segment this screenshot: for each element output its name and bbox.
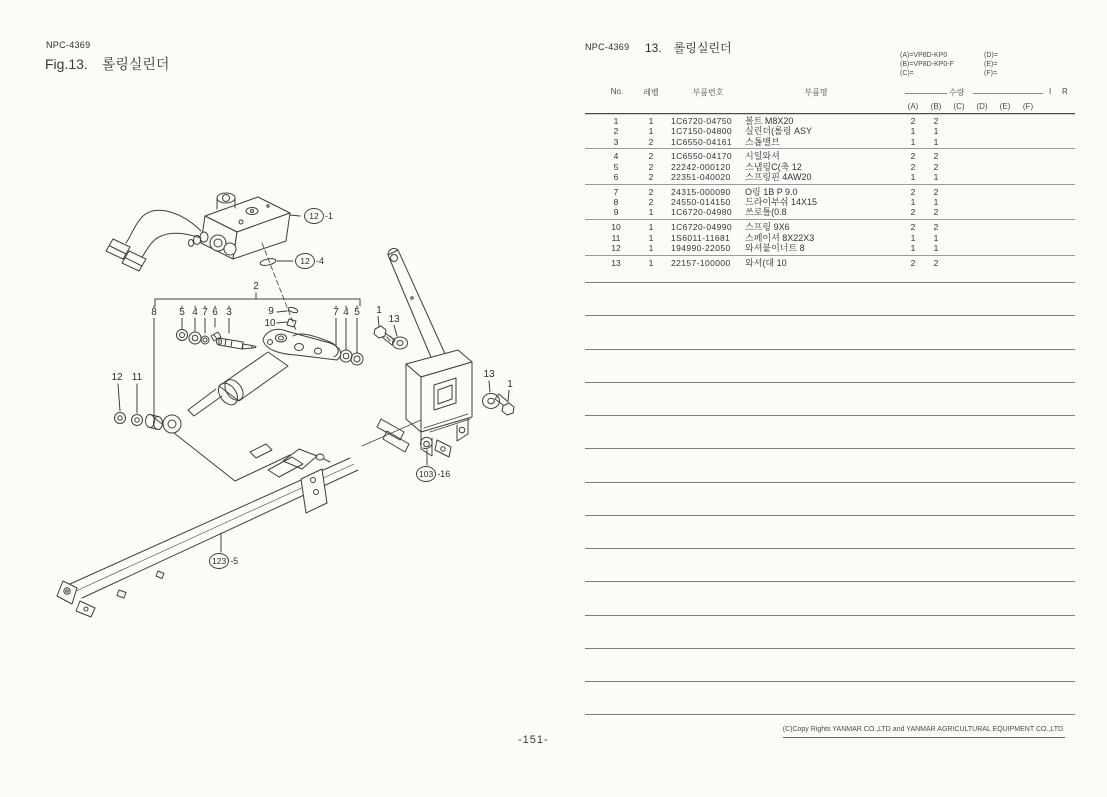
callout-suffix: -5 [230, 556, 239, 566]
cell-qb: 2 [933, 116, 939, 126]
cell-qa: 2 [910, 257, 916, 268]
callout-3: 3 [226, 307, 232, 318]
qty-col-d: (D) [976, 102, 988, 111]
cell-qa: 1 [910, 172, 916, 182]
callout-2: 2 [253, 281, 259, 292]
cell-no: 2 [613, 126, 619, 137]
cell-qb: 1 [933, 242, 939, 253]
callout-9: 9 [268, 306, 274, 317]
page-number: -151- [518, 734, 549, 746]
cell-pn: 194990-22050 [671, 242, 731, 253]
section-title: 롤링실린더 [673, 41, 732, 55]
cell-pn: 24315-000090 [671, 186, 731, 197]
cell-no: 13 [611, 257, 621, 268]
cell-lv: 1 [648, 222, 654, 233]
cell-lv: 1 [648, 257, 654, 268]
cell-nm: 실린더(롤링 ASY [745, 126, 812, 137]
cell-qa: 1 [910, 242, 916, 253]
cell-qb: 2 [933, 207, 939, 218]
col-header-r: R [1062, 87, 1068, 96]
cell-qb: 1 [933, 232, 939, 243]
model-entry-a: (A)=VP8D-KP0 [900, 52, 948, 59]
qty-col-f: (F) [1022, 102, 1034, 111]
callout-7: 7 [333, 307, 339, 318]
cell-nm: 스프링 9X6 [745, 222, 790, 233]
cell-pn: 22157-100000 [671, 257, 731, 268]
callout-6: 6 [212, 307, 218, 318]
cell-qa: 1 [910, 126, 916, 137]
cell-pn: 24550-014150 [671, 197, 731, 208]
cell-no: 10 [611, 222, 621, 233]
cell-nm: 와셔붙이너트 8 [745, 242, 805, 253]
col-header-i: I [1049, 87, 1052, 96]
model-entry-d: (D)= [984, 52, 998, 59]
callout-5: 5 [354, 307, 360, 318]
cell-qb: 2 [933, 151, 939, 162]
cell-nm: 시일와셔 [745, 151, 780, 162]
cell-nm: 스프링핀 4AW20 [745, 172, 812, 182]
cell-no: 9 [613, 207, 619, 218]
cell-nm: 스페이셔 8X22X3 [745, 232, 815, 243]
cell-pn: 1C7150-04800 [671, 126, 733, 137]
callout-10: 10 [264, 318, 276, 329]
cell-nm: 스톱밸브 [745, 136, 780, 147]
cell-qa: 2 [910, 151, 916, 162]
cell-no: 8 [613, 197, 619, 208]
cell-no: 7 [613, 186, 619, 197]
cell-nm: 쓰로틀(0.8 [745, 207, 787, 218]
model-entry-c: (C)= [900, 70, 914, 77]
col-header-part-no: 부품번호 [692, 88, 724, 97]
cell-pn: 1C6550-04170 [671, 151, 733, 162]
qty-col-b: (B) [930, 102, 942, 111]
cell-pn: 22351-040020 [671, 172, 731, 182]
callout-13: 13 [388, 314, 400, 325]
col-header-part-name: 부품명 [804, 88, 828, 97]
cell-lv: 2 [648, 151, 654, 162]
cell-lv: 1 [648, 207, 654, 218]
cell-qb: 2 [933, 161, 939, 172]
col-header-qty: 수량 [949, 88, 965, 97]
cell-no: 3 [613, 136, 619, 147]
cell-pn: 1C6720-04980 [671, 207, 733, 218]
qty-col-e: (E) [999, 102, 1011, 111]
cell-no: 4 [613, 151, 619, 162]
model-entry-e: (E)= [984, 61, 998, 68]
cell-qa: 2 [910, 207, 916, 218]
callout-1: 1 [507, 379, 513, 390]
callout-1: 1 [376, 305, 382, 316]
cell-qa: 1 [910, 232, 916, 243]
cell-pn: 22242-000120 [671, 161, 731, 172]
cell-qa: 2 [910, 222, 916, 233]
callout-4: 4 [192, 307, 198, 318]
cell-no: 5 [613, 161, 619, 172]
cell-nm: 스냅링C(축 12 [745, 161, 802, 172]
callout-7: 7 [202, 307, 208, 318]
callout-8: 8 [151, 307, 157, 318]
cell-pn: 1S6011-11681 [671, 232, 731, 243]
circled-callout-12 [304, 208, 333, 224]
circled-callout-123 [209, 553, 238, 569]
col-header-no: No. [610, 87, 624, 96]
callout-suffix: -1 [325, 211, 334, 221]
qty-col-a: (A) [907, 102, 919, 111]
callout-12: 12 [111, 372, 123, 383]
cell-nm: 와셔(대 10 [745, 257, 787, 268]
cell-nm: O링 1B P 9.0 [745, 186, 798, 197]
cell-nm: 볼트 M8X20 [745, 116, 794, 126]
cell-qb: 1 [933, 136, 939, 147]
cell-qb: 2 [933, 222, 939, 233]
cell-lv: 2 [648, 136, 654, 147]
section-number: 13. [645, 41, 662, 55]
cell-lv: 2 [648, 161, 654, 172]
col-header-level: 레벨 [643, 88, 659, 97]
figure-label: Fig.13. [45, 56, 88, 72]
cell-qa: 1 [910, 197, 916, 208]
callout-4: 4 [343, 307, 349, 318]
cell-lv: 2 [648, 186, 654, 197]
callout-13: 13 [483, 369, 495, 380]
cell-qb: 2 [933, 257, 939, 268]
cell-lv: 2 [648, 172, 654, 182]
cell-nm: 드라이부쉬 14X15 [745, 197, 817, 208]
cell-pn: 1C6720-04750 [671, 116, 733, 126]
qty-col-c: (C) [953, 102, 965, 111]
cell-lv: 2 [648, 197, 654, 208]
copyright-notice: (C)Copy Rights YANMAR CO.,LTD and YANMAR AGRICULTURAL EQUIPMENT CO.,LTD. [783, 726, 1065, 738]
callout-suffix: -4 [316, 256, 325, 266]
callout-number: 12 [304, 208, 324, 224]
cell-qb: 2 [933, 186, 939, 197]
cell-lv: 1 [648, 116, 654, 126]
model-entry-b: (B)=VP8D-KP0-F [900, 61, 954, 68]
cell-no: 1 [613, 116, 619, 126]
cell-lv: 1 [648, 126, 654, 137]
callout-5: 5 [179, 307, 185, 318]
cell-qb: 1 [933, 197, 939, 208]
callout-11: 11 [131, 372, 143, 383]
cell-lv: 1 [648, 232, 654, 243]
cell-qb: 1 [933, 126, 939, 137]
right-page-code: NPC-4369 [585, 42, 630, 52]
cell-qb: 1 [933, 172, 939, 182]
figure-title: 롤링실린더 [101, 56, 170, 72]
cell-qa: 1 [910, 136, 916, 147]
cell-pn: 1C6550-04161 [671, 136, 733, 147]
cell-pn: 1C6720-04990 [671, 222, 733, 233]
cell-no: 11 [611, 232, 621, 243]
callout-number: 12 [295, 253, 315, 269]
cell-qa: 2 [910, 161, 916, 172]
cell-no: 12 [611, 242, 621, 253]
model-entry-f: (F)= [984, 70, 998, 77]
circled-callout-103 [416, 466, 450, 482]
callout-number: 103 [416, 466, 436, 482]
cell-lv: 1 [648, 242, 654, 253]
callout-number: 123 [209, 553, 229, 569]
left-page-code: NPC-4369 [46, 40, 91, 50]
cell-no: 6 [613, 172, 619, 182]
cell-qa: 2 [910, 186, 916, 197]
cell-qa: 2 [910, 116, 916, 126]
callout-suffix: -16 [437, 469, 451, 479]
circled-callout-12 [295, 253, 324, 269]
